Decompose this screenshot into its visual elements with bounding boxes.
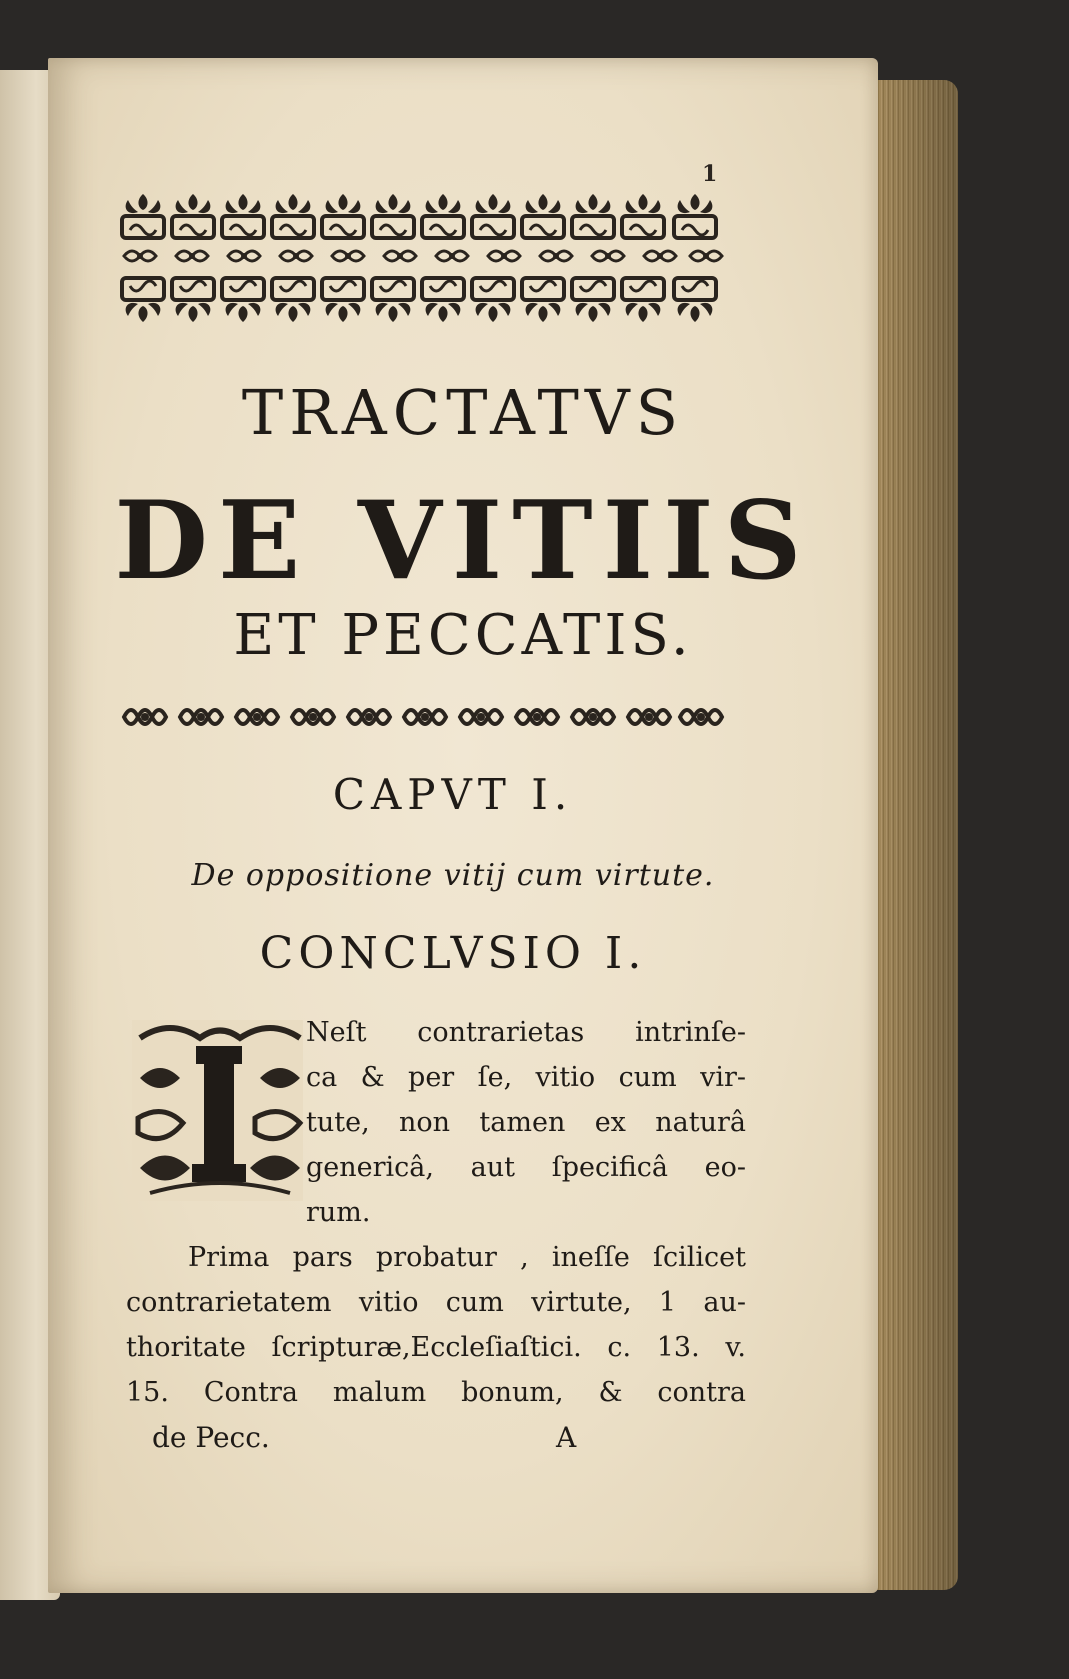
paragraph-1-line: tute, non tamen ex naturâ (306, 1107, 746, 1138)
title-line-2: DE VITIIS (114, 478, 812, 604)
book-page (48, 58, 878, 1593)
paragraph-1 (306, 1010, 746, 1235)
paragraph-2 (126, 1235, 746, 1415)
decorated-initial-letter (130, 1018, 305, 1203)
paragraph-2-line: Prima pars probatur , ineſſe ſcilicet (188, 1242, 746, 1273)
signature-mark: A (556, 1421, 577, 1454)
chapter-subtitle: De oppositione vitij cum virtute. (191, 858, 715, 893)
paragraph-1-line: genericâ, aut ſpecificâ eo- (306, 1152, 746, 1183)
paragraph-1-line: rum. (306, 1197, 371, 1228)
ornamental-headpiece (118, 190, 726, 340)
paragraph-1-line: Neſt contrarietas intrinſe- (306, 1017, 746, 1048)
catchword: de Pecc. (152, 1421, 270, 1454)
chapter-heading: CAPVT I. (332, 770, 574, 819)
paragraph-2-line: contrarietatem vitio cum virtute, 1 au- (126, 1287, 746, 1318)
ornamental-divider (120, 700, 726, 734)
paragraph-2-line: thoritate ſcripturæ,Eccleſiaſtici. c. 13. v. (126, 1332, 746, 1363)
folio-number: 1 (702, 161, 718, 187)
paragraph-2-line: 15. Contra malum bonum, & contra (126, 1377, 746, 1408)
paragraph-1-line: ca & per ſe, vitio cum vir- (306, 1062, 746, 1093)
title-line-1: TRACTATVS (241, 376, 685, 449)
title-line-3: ET PECCATIS. (233, 603, 693, 668)
conclusion-heading: CONCLVSIO I. (259, 928, 647, 979)
